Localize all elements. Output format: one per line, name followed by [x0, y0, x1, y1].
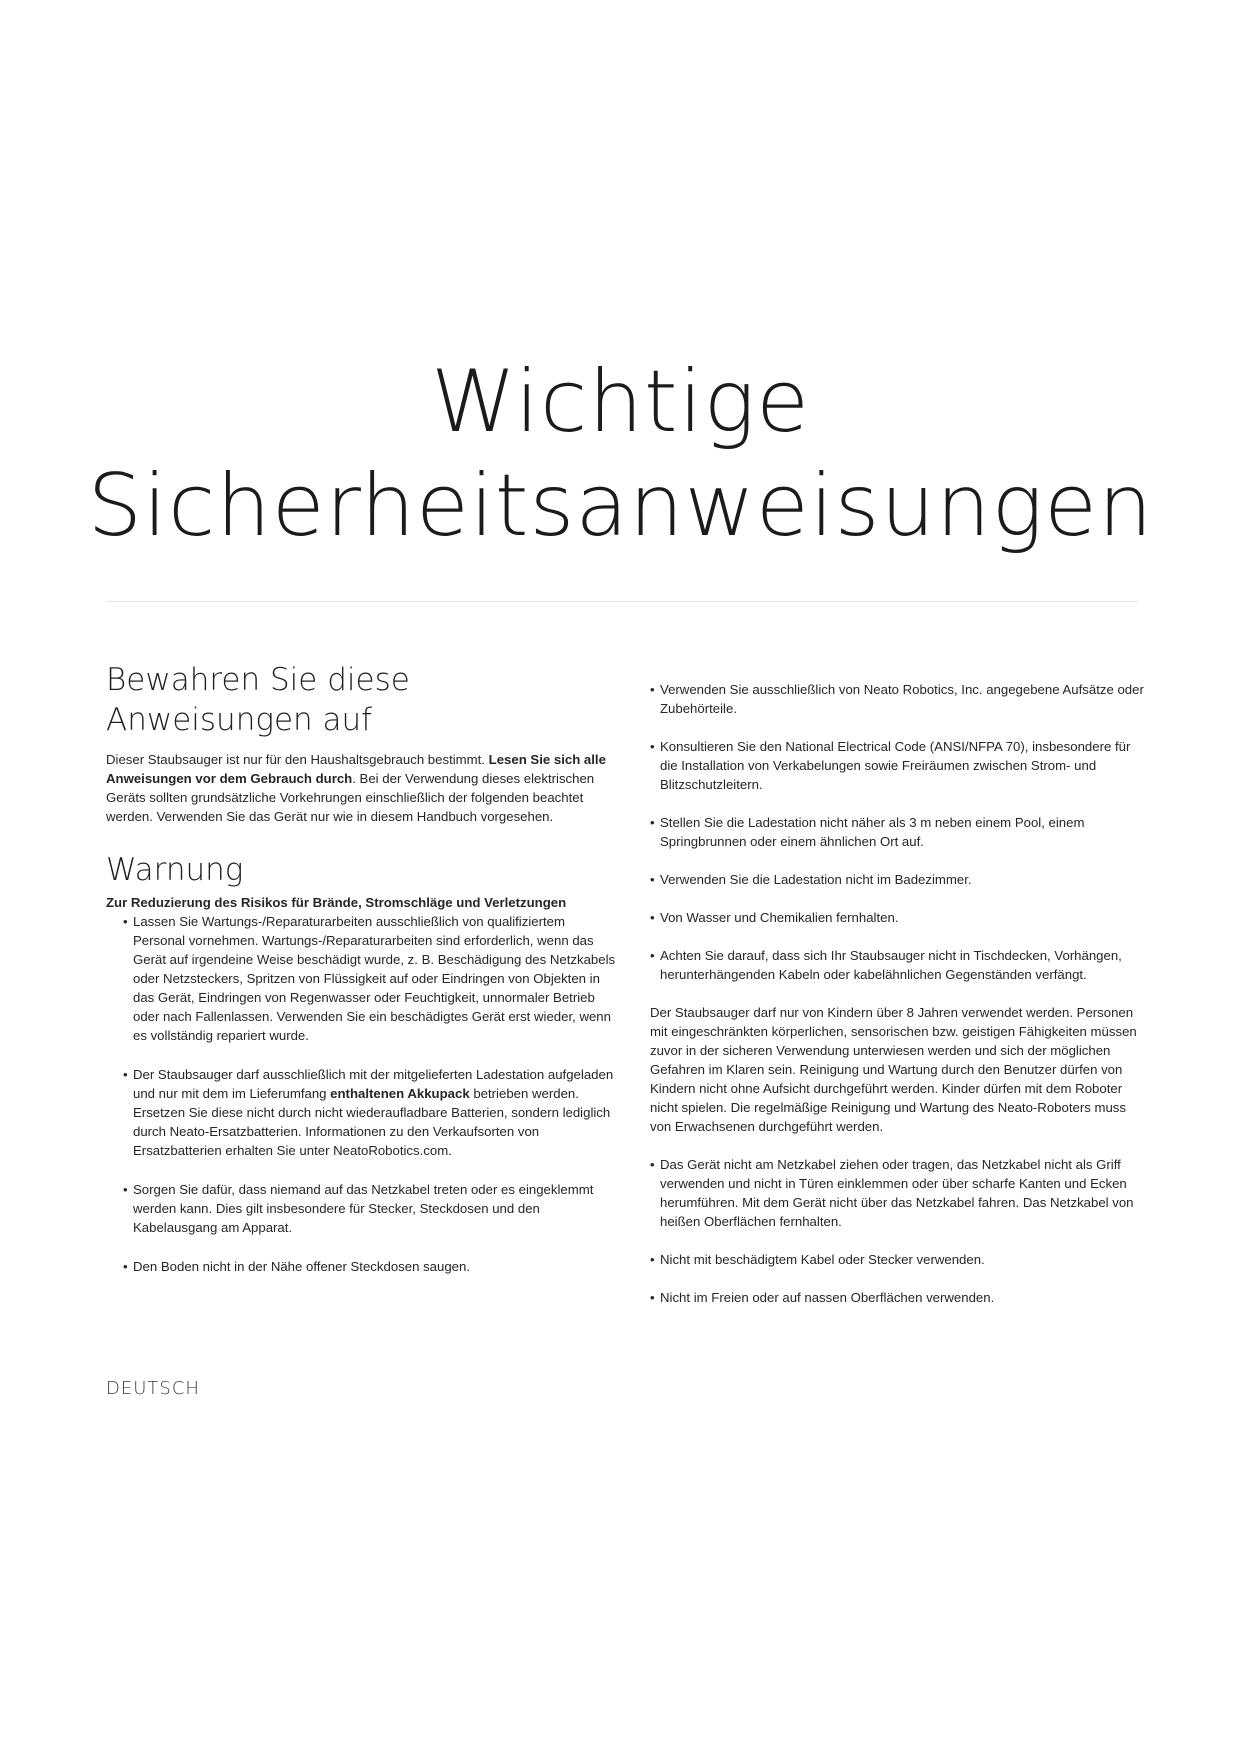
- safety-list-2: [650, 1155, 1150, 1307]
- title-line-2: Sicherheitsanweisungen: [87, 456, 1154, 556]
- warning-item-service: • Lassen Sie Wartungs-/Reparaturarbeiten ausschließlich von qualifiziertem Personal vornehmen. Wartungs-/Reparaturarbeiten sind erforderlich, wenn das Gerät auf irgendeine Weise beschädigt wurde, z. B. Beschädigung des Netzkabels oder Netzsteckers, Spritzen von Flüssigkeit auf oder Eindringen von Objekten in das Gerät, Eindringen von Regenwasser oder Feuchtigkeit, unnormaler Betrieb oder nach Fallenlassen. Verwenden Sie ein beschädigtes Gerät erst wieder, wenn es vollständig repariert wurde.: [106, 912, 616, 1045]
- language-label: DEUTSCH: [106, 1378, 200, 1399]
- keep-instructions-heading-line-1: Bewahren Sie diese: [106, 662, 410, 698]
- safety-item: • Verwenden Sie ausschließlich von Neato Robotics, Inc. angegebene Aufsätze oder Zubehörteile.: [650, 680, 1150, 718]
- intro-text-2: . Bei der Verwendung dieses elektrischen Geräts sollten grundsätzliche Vorkehrungen einschließlich der folgenden beachtet werden. Verwenden Sie das Gerät nur wie in diesem Handbuch vorgesehen.: [106, 771, 595, 824]
- left-column: [106, 660, 616, 1276]
- intro-text-bold: Lesen Sie sich alle Anweisungen vor dem Gebrauch durch: [106, 752, 606, 786]
- warning-item-sockets: • Den Boden nicht in der Nähe offener Steckdosen saugen.: [106, 1257, 616, 1276]
- safety-item: • Nicht mit beschädigtem Kabel oder Stecker verwenden.: [650, 1250, 1150, 1269]
- keep-instructions-heading: [106, 660, 616, 740]
- title-divider: [106, 601, 1138, 602]
- keep-instructions-heading-line-2: Anweisungen auf: [106, 702, 373, 738]
- intro-paragraph: [106, 750, 616, 826]
- right-column: [650, 680, 1150, 1307]
- safety-item: • Stellen Sie die Ladestation nicht näher als 3 m neben einem Pool, einem Springbrunnen oder einem ähnlichen Ort auf.: [650, 813, 1150, 851]
- warning-subheading: Zur Reduzierung des Risikos für Brände, Stromschläge und Verletzungen: [106, 895, 567, 910]
- warning-heading: Warnung: [106, 852, 244, 888]
- children-paragraph: Der Staubsauger darf nur von Kindern über 8 Jahren verwendet werden. Personen mit eingeschränkten körperlichen, sensorischen bzw. geistigen Fähigkeiten müssen zuvor in der sicheren Verwendung unterwiesen werden und sich der möglichen Gefahren im Klaren sein. Reinigung und Wartung durch den Benutzer dürfen von Kindern nicht ohne Aufsicht durchgeführt werden. Kinder dürfen mit dem Roboter nicht spielen. Die regelmäßige Reinigung und Wartung des Neato-Roboters muss von Erwachsenen durchgeführt werden.: [650, 1005, 1137, 1134]
- safety-item: • Konsultieren Sie den National Electrical Code (ANSI/NFPA 70), insbesondere für die Installation von Verkabelungen sowie Freiräumen zwischen Strom- und Blitzschutzleitern.: [650, 737, 1150, 794]
- warning-item-cable: • Sorgen Sie dafür, dass niemand auf das Netzkabel treten oder es eingeklemmt werden kann. Dies gilt insbesondere für Stecker, Steckdosen und den Kabelausgang am Apparat.: [106, 1180, 616, 1237]
- warning-item-charging: [106, 1065, 616, 1160]
- safety-list-1: [650, 680, 1150, 984]
- safety-item: • Das Gerät nicht am Netzkabel ziehen oder tragen, das Netzkabel nicht als Griff verwenden und nicht in Türen einklemmen oder über scharfe Kanten und Ecken herumführen. Mit dem Gerät nicht über das Netzkabel fahren. Das Netzkabel von heißen Oberflächen fernhalten.: [650, 1155, 1150, 1231]
- safety-item: • Von Wasser und Chemikalien fernhalten.: [650, 908, 1150, 927]
- safety-item: • Achten Sie darauf, dass sich Ihr Staubsauger nicht in Tischdecken, Vorhängen, herunterhängenden Kabeln oder kabelähnlichen Gegenständen verfängt.: [650, 946, 1150, 984]
- safety-item: • Nicht im Freien oder auf nassen Oberflächen verwenden.: [650, 1288, 1150, 1307]
- charging-text-2: betrieben werden. Ersetzen Sie diese nicht durch nicht wiederaufladbare Batterien, sondern lediglich durch Neato-Ersatzbatterien. Informationen zu den Verkaufsorten von Ersatzbatterien erhalten Sie unter NeatoRobotics.com.: [133, 1086, 611, 1158]
- title-line-1: Wichtige: [431, 352, 810, 452]
- intro-text-1: Dieser Staubsauger ist nur für den Haushaltsgebrauch bestimmt.: [106, 752, 489, 767]
- page-title: [0, 350, 1241, 558]
- warning-list: [106, 912, 616, 1276]
- safety-item: • Verwenden Sie die Ladestation nicht im Badezimmer.: [650, 870, 1150, 889]
- charging-text-1: Der Staubsauger darf ausschließlich mit der mitgelieferten Ladestation aufgeladen und nur mit dem im Lieferumfang: [133, 1067, 614, 1101]
- charging-text-bold: enthaltenen Akkupack: [330, 1086, 470, 1101]
